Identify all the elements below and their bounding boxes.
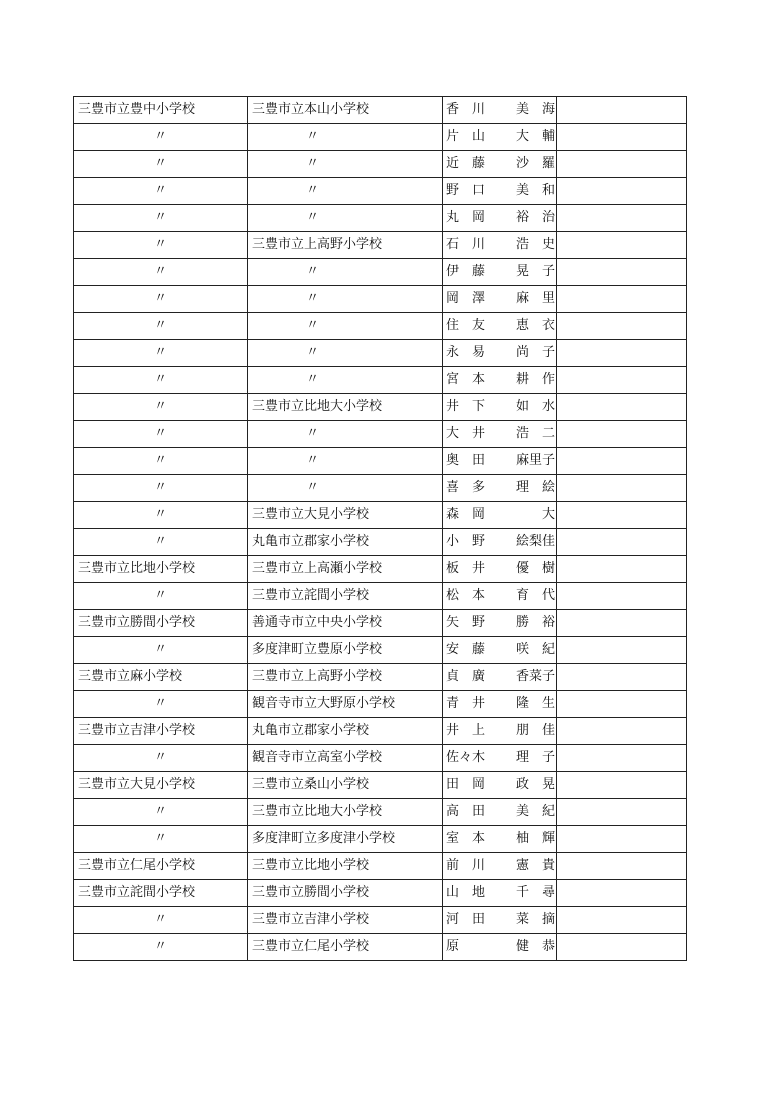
given-name: 絵 梨 佳 xyxy=(515,534,555,549)
surname: 宮 本 xyxy=(446,372,486,387)
previous-school-cell: 〃 xyxy=(74,421,248,448)
staff-name xyxy=(446,259,555,285)
given-name: 麻 里 子 xyxy=(515,453,555,468)
staff-name xyxy=(446,583,555,609)
note-cell xyxy=(557,394,687,421)
surname: 大 井 xyxy=(446,426,486,441)
staff-name xyxy=(446,313,555,339)
staff-name xyxy=(446,691,555,717)
new-school-cell: 〃 xyxy=(248,205,443,232)
surname: 高 田 xyxy=(446,804,486,819)
given-name: 如 水 xyxy=(515,399,555,414)
table-row xyxy=(74,556,687,583)
given-name: 美 和 xyxy=(515,183,555,198)
surname: 原 xyxy=(446,939,460,954)
staff-name-cell xyxy=(443,718,557,745)
previous-school-cell: 〃 xyxy=(74,826,248,853)
staff-name-cell xyxy=(443,367,557,394)
given-name: 隆 生 xyxy=(515,696,555,711)
staff-name-cell xyxy=(443,529,557,556)
table-row xyxy=(74,664,687,691)
note-cell xyxy=(557,853,687,880)
previous-school-cell: 〃 xyxy=(74,205,248,232)
staff-name-cell xyxy=(443,664,557,691)
note-cell xyxy=(557,799,687,826)
table-row xyxy=(74,637,687,664)
new-school-cell: 三豊市立吉津小学校 xyxy=(248,907,443,934)
staff-name xyxy=(446,718,555,744)
given-name: 朋 佳 xyxy=(515,723,555,738)
given-name: 理 絵 xyxy=(515,480,555,495)
previous-school-cell: 〃 xyxy=(74,799,248,826)
table-row xyxy=(74,799,687,826)
table-row xyxy=(74,421,687,448)
table-row xyxy=(74,880,687,907)
surname: 伊 藤 xyxy=(446,264,486,279)
table-row xyxy=(74,745,687,772)
given-name: 麻 里 xyxy=(515,291,555,306)
note-cell xyxy=(557,340,687,367)
note-cell xyxy=(557,718,687,745)
surname: 丸 岡 xyxy=(446,210,486,225)
new-school-cell: 観音寺市立高室小学校 xyxy=(248,745,443,772)
new-school-cell: 〃 xyxy=(248,340,443,367)
surname: 河 田 xyxy=(446,912,486,927)
staff-name xyxy=(446,853,555,879)
note-cell xyxy=(557,934,687,961)
surname: 香 川 xyxy=(446,102,486,117)
note-cell xyxy=(557,637,687,664)
staff-name xyxy=(446,475,555,501)
table-row xyxy=(74,502,687,529)
given-name: 香 菜 子 xyxy=(515,669,555,684)
staff-name xyxy=(446,394,555,420)
surname: 片 山 xyxy=(446,129,486,144)
given-name: 美 紀 xyxy=(515,804,555,819)
staff-name xyxy=(446,637,555,663)
new-school-cell: 三豊市立桑山小学校 xyxy=(248,772,443,799)
note-cell xyxy=(557,529,687,556)
table-row xyxy=(74,205,687,232)
staff-name xyxy=(446,151,555,177)
surname: 山 地 xyxy=(446,885,486,900)
given-name: 恵 衣 xyxy=(515,318,555,333)
staff-name xyxy=(446,772,555,798)
staff-name-cell xyxy=(443,502,557,529)
given-name: 憲 貴 xyxy=(515,858,555,873)
given-name: 耕 作 xyxy=(515,372,555,387)
previous-school-cell: 〃 xyxy=(74,691,248,718)
staff-name xyxy=(446,556,555,582)
new-school-cell: 三豊市立本山小学校 xyxy=(248,97,443,124)
new-school-cell: 三豊市立比地大小学校 xyxy=(248,394,443,421)
given-name: 大 xyxy=(541,507,555,522)
given-name: 裕 治 xyxy=(515,210,555,225)
previous-school-cell: 〃 xyxy=(74,286,248,313)
staff-name-cell xyxy=(443,421,557,448)
note-cell xyxy=(557,664,687,691)
surname: 永 易 xyxy=(446,345,486,360)
table-row xyxy=(74,367,687,394)
surname: 前 川 xyxy=(446,858,486,873)
staff-name xyxy=(446,205,555,231)
staff-name-cell xyxy=(443,826,557,853)
given-name: 大 輔 xyxy=(515,129,555,144)
previous-school-cell: 三豊市立詫間小学校 xyxy=(74,880,248,907)
new-school-cell: 三豊市立上高野小学校 xyxy=(248,664,443,691)
staff-name-cell xyxy=(443,97,557,124)
staff-name-cell xyxy=(443,583,557,610)
surname: 板 井 xyxy=(446,561,486,576)
staff-name-cell xyxy=(443,475,557,502)
surname: 井 下 xyxy=(446,399,486,414)
staff-name xyxy=(446,421,555,447)
previous-school-cell: 〃 xyxy=(74,907,248,934)
new-school-cell: 〃 xyxy=(248,286,443,313)
staff-name-cell xyxy=(443,178,557,205)
previous-school-cell: 〃 xyxy=(74,178,248,205)
given-name: 浩 二 xyxy=(515,426,555,441)
given-name: 育 代 xyxy=(515,588,555,603)
table-row xyxy=(74,853,687,880)
table-row xyxy=(74,259,687,286)
note-cell xyxy=(557,205,687,232)
previous-school-cell: 〃 xyxy=(74,745,248,772)
staff-name-cell xyxy=(443,691,557,718)
table-row xyxy=(74,340,687,367)
surname: 野 口 xyxy=(446,183,486,198)
note-cell xyxy=(557,826,687,853)
new-school-cell: 観音寺市立大野原小学校 xyxy=(248,691,443,718)
note-cell xyxy=(557,313,687,340)
staff-name-cell xyxy=(443,124,557,151)
staff-name xyxy=(446,907,555,933)
staff-name-cell xyxy=(443,448,557,475)
table-row xyxy=(74,826,687,853)
table-row xyxy=(74,610,687,637)
staff-name xyxy=(446,934,555,960)
note-cell xyxy=(557,448,687,475)
given-name: 浩 史 xyxy=(515,237,555,252)
surname: 安 藤 xyxy=(446,642,486,657)
table-row xyxy=(74,313,687,340)
new-school-cell: 〃 xyxy=(248,448,443,475)
new-school-cell: 丸亀市立郡家小学校 xyxy=(248,718,443,745)
staff-name xyxy=(446,610,555,636)
staff-name xyxy=(446,502,555,528)
surname: 奥 田 xyxy=(446,453,486,468)
staff-name xyxy=(446,799,555,825)
table-row xyxy=(74,718,687,745)
table-row xyxy=(74,286,687,313)
new-school-cell: 三豊市立詫間小学校 xyxy=(248,583,443,610)
given-name: 千 尋 xyxy=(515,885,555,900)
staff-name xyxy=(446,124,555,150)
table-row xyxy=(74,448,687,475)
previous-school-cell: 三豊市立比地小学校 xyxy=(74,556,248,583)
staff-name-cell xyxy=(443,853,557,880)
staff-name-cell xyxy=(443,637,557,664)
staff-name-cell xyxy=(443,907,557,934)
previous-school-cell: 〃 xyxy=(74,448,248,475)
surname: 近 藤 xyxy=(446,156,486,171)
surname: 喜 多 xyxy=(446,480,486,495)
new-school-cell: 善通寺市立中央小学校 xyxy=(248,610,443,637)
previous-school-cell: 〃 xyxy=(74,934,248,961)
staff-name-cell xyxy=(443,556,557,583)
previous-school-cell: 〃 xyxy=(74,502,248,529)
note-cell xyxy=(557,367,687,394)
surname: 井 上 xyxy=(446,723,486,738)
previous-school-cell: 三豊市立勝間小学校 xyxy=(74,610,248,637)
surname: 岡 澤 xyxy=(446,291,486,306)
table-row xyxy=(74,124,687,151)
previous-school-cell: 三豊市立麻小学校 xyxy=(74,664,248,691)
new-school-cell: 三豊市立大見小学校 xyxy=(248,502,443,529)
table-row xyxy=(74,772,687,799)
given-name: 尚 子 xyxy=(515,345,555,360)
note-cell xyxy=(557,502,687,529)
staff-name-cell xyxy=(443,934,557,961)
surname: 矢 野 xyxy=(446,615,486,630)
previous-school-cell: 三豊市立大見小学校 xyxy=(74,772,248,799)
previous-school-cell: 〃 xyxy=(74,637,248,664)
table-row xyxy=(74,934,687,961)
staff-name-cell xyxy=(443,799,557,826)
note-cell xyxy=(557,178,687,205)
new-school-cell: 〃 xyxy=(248,367,443,394)
note-cell xyxy=(557,232,687,259)
new-school-cell: 〃 xyxy=(248,178,443,205)
given-name: 菜 摘 xyxy=(515,912,555,927)
table-row xyxy=(74,691,687,718)
note-cell xyxy=(557,907,687,934)
new-school-cell: 三豊市立比地大小学校 xyxy=(248,799,443,826)
surname: 室 本 xyxy=(446,831,486,846)
table-row xyxy=(74,907,687,934)
table-row xyxy=(74,178,687,205)
given-name: 政 晃 xyxy=(515,777,555,792)
new-school-cell: 三豊市立仁尾小学校 xyxy=(248,934,443,961)
previous-school-cell: 〃 xyxy=(74,529,248,556)
new-school-cell: 〃 xyxy=(248,259,443,286)
surname: 松 本 xyxy=(446,588,486,603)
staff-name xyxy=(446,745,555,771)
staff-name-cell xyxy=(443,259,557,286)
note-cell xyxy=(557,286,687,313)
surname: 青 井 xyxy=(446,696,486,711)
staff-name xyxy=(446,448,555,474)
new-school-cell: 三豊市立上高瀬小学校 xyxy=(248,556,443,583)
staff-name-cell xyxy=(443,313,557,340)
surname: 田 岡 xyxy=(446,777,486,792)
new-school-cell: 〃 xyxy=(248,151,443,178)
new-school-cell: 三豊市立上高野小学校 xyxy=(248,232,443,259)
new-school-cell: 〃 xyxy=(248,313,443,340)
table-body xyxy=(74,97,687,961)
surname: 小 野 xyxy=(446,534,486,549)
table-row xyxy=(74,583,687,610)
staff-name xyxy=(446,340,555,366)
staff-name xyxy=(446,178,555,204)
staff-name-cell xyxy=(443,610,557,637)
surname: 佐 々 木 xyxy=(446,750,486,765)
new-school-cell: 三豊市立比地小学校 xyxy=(248,853,443,880)
given-name: 理 子 xyxy=(515,750,555,765)
note-cell xyxy=(557,583,687,610)
new-school-cell: 多度津町立多度津小学校 xyxy=(248,826,443,853)
table-row xyxy=(74,97,687,124)
staff-name xyxy=(446,232,555,258)
surname: 森 岡 xyxy=(446,507,486,522)
table-row xyxy=(74,529,687,556)
table-row xyxy=(74,232,687,259)
previous-school-cell: 〃 xyxy=(74,124,248,151)
previous-school-cell: 〃 xyxy=(74,367,248,394)
table-row xyxy=(74,475,687,502)
staff-name xyxy=(446,529,555,555)
given-name: 沙 羅 xyxy=(515,156,555,171)
staff-name-cell xyxy=(443,232,557,259)
table-row xyxy=(74,151,687,178)
staff-name xyxy=(446,97,555,123)
staff-name-cell xyxy=(443,286,557,313)
staff-name-cell xyxy=(443,151,557,178)
given-name: 咲 紀 xyxy=(515,642,555,657)
previous-school-cell: 〃 xyxy=(74,583,248,610)
staff-name xyxy=(446,286,555,312)
surname: 住 友 xyxy=(446,318,486,333)
new-school-cell: 〃 xyxy=(248,475,443,502)
staff-name xyxy=(446,826,555,852)
previous-school-cell: 三豊市立仁尾小学校 xyxy=(74,853,248,880)
new-school-cell: 丸亀市立郡家小学校 xyxy=(248,529,443,556)
note-cell xyxy=(557,97,687,124)
given-name: 柚 輝 xyxy=(515,831,555,846)
previous-school-cell: 〃 xyxy=(74,259,248,286)
previous-school-cell: 三豊市立豊中小学校 xyxy=(74,97,248,124)
personnel-transfer-table xyxy=(73,96,687,961)
staff-name-cell xyxy=(443,880,557,907)
previous-school-cell: 〃 xyxy=(74,151,248,178)
note-cell xyxy=(557,691,687,718)
staff-name xyxy=(446,880,555,906)
given-name: 健 恭 xyxy=(515,939,555,954)
staff-name-cell xyxy=(443,772,557,799)
note-cell xyxy=(557,556,687,583)
note-cell xyxy=(557,421,687,448)
staff-name-cell xyxy=(443,745,557,772)
given-name: 勝 裕 xyxy=(515,615,555,630)
note-cell xyxy=(557,772,687,799)
given-name: 晃 子 xyxy=(515,264,555,279)
previous-school-cell: 三豊市立吉津小学校 xyxy=(74,718,248,745)
new-school-cell: 多度津町立豊原小学校 xyxy=(248,637,443,664)
given-name: 優 樹 xyxy=(515,561,555,576)
new-school-cell: 三豊市立勝間小学校 xyxy=(248,880,443,907)
given-name: 美 海 xyxy=(515,102,555,117)
new-school-cell: 〃 xyxy=(248,124,443,151)
new-school-cell: 〃 xyxy=(248,421,443,448)
staff-name xyxy=(446,367,555,393)
previous-school-cell: 〃 xyxy=(74,340,248,367)
table-row xyxy=(74,394,687,421)
staff-name-cell xyxy=(443,205,557,232)
previous-school-cell: 〃 xyxy=(74,475,248,502)
note-cell xyxy=(557,259,687,286)
note-cell xyxy=(557,880,687,907)
note-cell xyxy=(557,745,687,772)
staff-name xyxy=(446,664,555,690)
surname: 石 川 xyxy=(446,237,486,252)
previous-school-cell: 〃 xyxy=(74,232,248,259)
staff-name-cell xyxy=(443,340,557,367)
note-cell xyxy=(557,475,687,502)
staff-name-cell xyxy=(443,394,557,421)
surname: 貞 廣 xyxy=(446,669,486,684)
previous-school-cell: 〃 xyxy=(74,394,248,421)
previous-school-cell: 〃 xyxy=(74,313,248,340)
note-cell xyxy=(557,151,687,178)
note-cell xyxy=(557,610,687,637)
note-cell xyxy=(557,124,687,151)
